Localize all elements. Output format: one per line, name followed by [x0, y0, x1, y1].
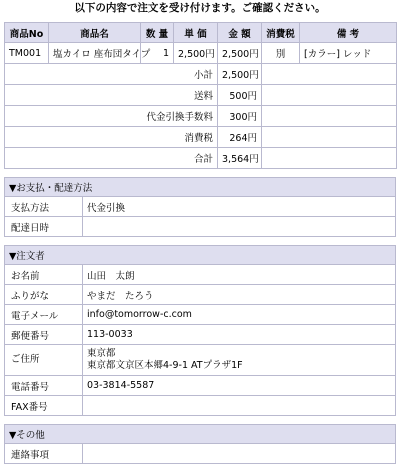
header-unit-price: 単 価 [174, 23, 218, 43]
tax-value: 264円 [218, 127, 262, 148]
customer-section-title: ▼注文者 [5, 246, 396, 265]
address-line1: 東京都 [87, 348, 116, 359]
other-section-title: ▼その他 [5, 425, 396, 444]
item-note: [カラー] レッド [300, 43, 397, 64]
item-tax: 別 [262, 43, 300, 64]
fax-label: FAX番号 [5, 396, 83, 416]
payment-section [4, 177, 396, 237]
tel-value: 03-3814-5587 [83, 376, 396, 396]
total-value: 3,564円 [218, 148, 262, 169]
memo-value [83, 444, 396, 464]
fax-row [5, 396, 396, 416]
tel-row [5, 376, 396, 396]
table-row [5, 43, 397, 64]
name-label: お名前 [5, 265, 83, 285]
address-line2: 東京都文京区本郷4-9-1 ATプラザ1F [87, 360, 243, 371]
tel-label: 電話番号 [5, 376, 83, 396]
total-label: 合計 [5, 148, 218, 169]
kana-value: やまだ たろう [83, 285, 396, 305]
zip-label: 郵便番号 [5, 325, 83, 345]
total-row [5, 148, 397, 169]
cod-fee-value: 300円 [218, 106, 262, 127]
item-no: TM001 [5, 43, 49, 64]
address-row [5, 345, 396, 376]
tax-row [5, 127, 397, 148]
payment-method-row [5, 197, 396, 217]
shipping-value: 500円 [218, 85, 262, 106]
payment-section-title: ▼お支払・配達方法 [5, 178, 396, 197]
email-value: info@tomorrow-c.com [83, 305, 396, 325]
email-row [5, 305, 396, 325]
address-label: ご住所 [5, 345, 83, 376]
header-product-no: 商品No [5, 23, 49, 43]
shipping-row [5, 85, 397, 106]
order-header-row [5, 23, 397, 43]
payment-method-value: 代金引換 [83, 197, 396, 217]
item-amount: 2,500円 [218, 43, 262, 64]
delivery-datetime-row [5, 217, 396, 237]
header-note: 備 考 [300, 23, 397, 43]
name-value: 山田 太朗 [83, 265, 396, 285]
fax-value [83, 396, 396, 416]
subtotal-value: 2,500円 [218, 64, 262, 85]
customer-section [4, 245, 396, 416]
memo-row [5, 444, 396, 464]
subtotal-label: 小計 [5, 64, 218, 85]
name-row [5, 265, 396, 285]
zip-row [5, 325, 396, 345]
delivery-datetime-label: 配達日時 [5, 217, 83, 237]
email-label: 電子メール [5, 305, 83, 325]
subtotal-row [5, 64, 397, 85]
tax-label: 消費税 [5, 127, 218, 148]
header-product-name: 商品名 [49, 23, 141, 43]
item-price: 2,500円 [174, 43, 218, 64]
cod-fee-row [5, 106, 397, 127]
shipping-label: 送料 [5, 85, 218, 106]
kana-row [5, 285, 396, 305]
header-amount: 金 額 [218, 23, 262, 43]
kana-label: ふりがな [5, 285, 83, 305]
memo-label: 連絡事項 [5, 444, 83, 464]
order-table [4, 22, 397, 169]
cod-fee-label: 代金引換手数料 [5, 106, 218, 127]
header-quantity: 数 量 [141, 23, 174, 43]
other-section [4, 424, 396, 464]
address-value [83, 345, 396, 376]
item-name: 塩カイロ 座布団タイプ [49, 43, 141, 64]
header-tax: 消費税 [262, 23, 300, 43]
confirmation-notice: 以下の内容で注文を受け付けます。ご確認ください。 [74, 2, 326, 14]
payment-method-label: 支払方法 [5, 197, 83, 217]
zip-value: 113-0033 [83, 325, 396, 345]
delivery-datetime-value [83, 217, 396, 237]
item-quantity: 1 [141, 43, 174, 64]
